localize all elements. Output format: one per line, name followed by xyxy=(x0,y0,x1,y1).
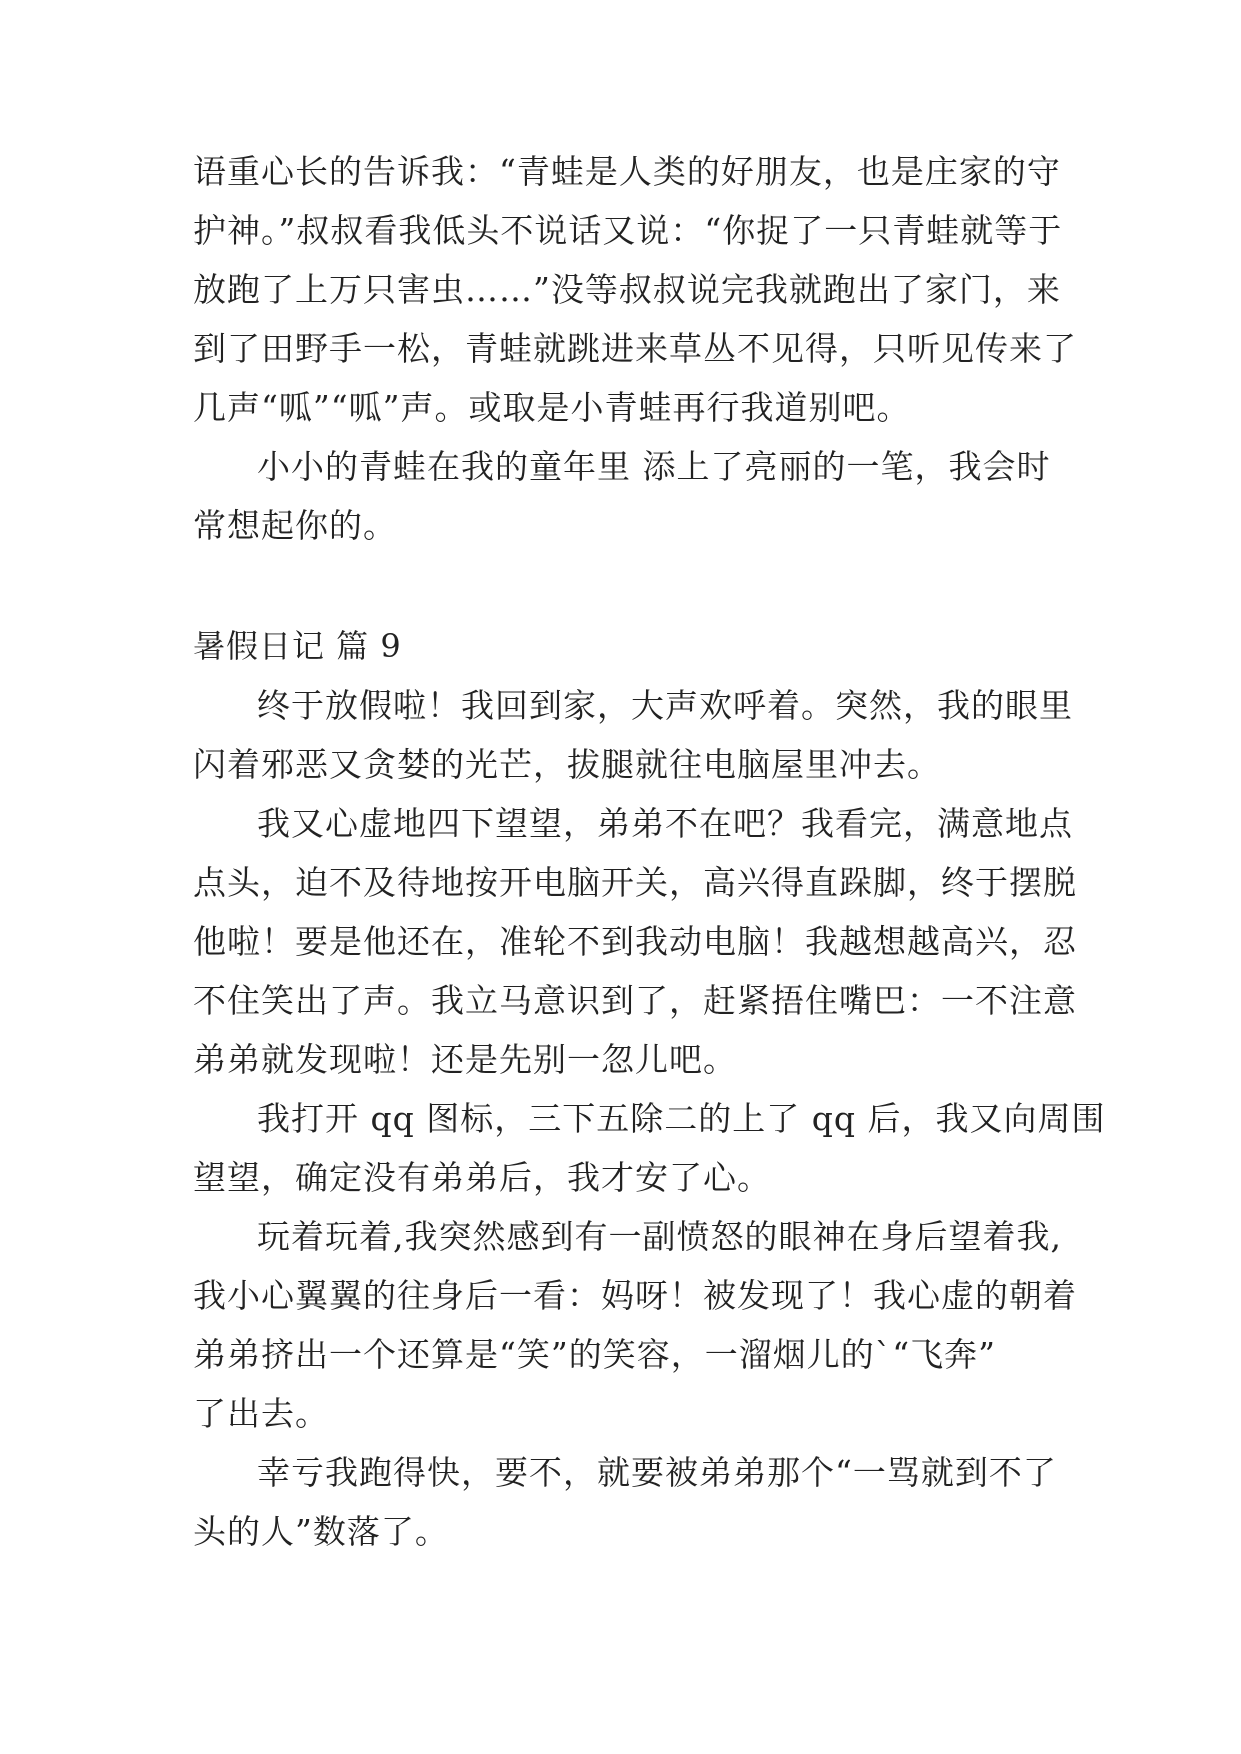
paragraph-line: 小小的青蛙在我的童年里 添上了亮丽的一笔，我会时 xyxy=(257,447,1051,486)
paragraph-line: 几声“呱”“呱”声。或取是小青蛙再行我道别吧。 xyxy=(193,388,911,427)
paragraph-line: 弟弟挤出一个还算是“笑”的笑容，一溜烟儿的`“飞奔” xyxy=(193,1335,996,1374)
paragraph-line: 点头，迫不及待地按开电脑开关，高兴得直跺脚，终于摆脱 xyxy=(193,863,1077,902)
paragraph-line: 我又心虚地四下望望，弟弟不在吧？我看完，满意地点 xyxy=(257,804,1073,843)
paragraph-line: 了出去。 xyxy=(193,1394,329,1433)
paragraph-line: 不住笑出了声。我立马意识到了，赶紧捂住嘴巴：一不注意 xyxy=(193,981,1077,1020)
paragraph-line: 我打开 qq 图标，三下五除二的上了 qq 后，我又向周围 xyxy=(257,1099,1106,1138)
paragraph-line: 他啦！要是他还在，准轮不到我动电脑！我越想越高兴，忍 xyxy=(193,922,1077,961)
paragraph-line: 弟弟就发现啦！还是先别一忽儿吧。 xyxy=(193,1040,737,1079)
paragraph-line: 终于放假啦！我回到家，大声欢呼着。突然，我的眼里 xyxy=(257,686,1073,725)
paragraph-line: 到了田野手一松，青蛙就跳进来草丛不见得，只听见传来了 xyxy=(193,329,1077,368)
paragraph-line: 玩着玩着,我突然感到有一副愤怒的眼神在身后望着我, xyxy=(257,1217,1062,1256)
paragraph-line: 闪着邪恶又贪婪的光芒，拔腿就往电脑屋里冲去。 xyxy=(193,745,941,784)
paragraph-line: 语重心长的告诉我：“青蛙是人类的好朋友，也是庄家的守 xyxy=(193,152,1061,191)
paragraph-line: 放跑了上万只害虫……”没等叔叔说完我就跑出了家门，来 xyxy=(193,270,1061,309)
paragraph-line: 头的人”数落了。 xyxy=(193,1512,449,1551)
paragraph-line: 望望，确定没有弟弟后，我才安了心。 xyxy=(193,1158,771,1197)
paragraph-line: 常想起你的。 xyxy=(193,506,397,545)
paragraph-line: 幸亏我跑得快，要不，就要被弟弟那个“一骂就到不了 xyxy=(257,1453,1057,1492)
paragraph-line: 护神。”叔叔看我低头不说话又说：“你捉了一只青蛙就等于 xyxy=(193,211,1063,250)
section-title: 暑假日记 篇 9 xyxy=(193,627,402,665)
paragraph-line: 我小心翼翼的往身后一看：妈呀！被发现了！我心虚的朝着 xyxy=(193,1276,1077,1315)
